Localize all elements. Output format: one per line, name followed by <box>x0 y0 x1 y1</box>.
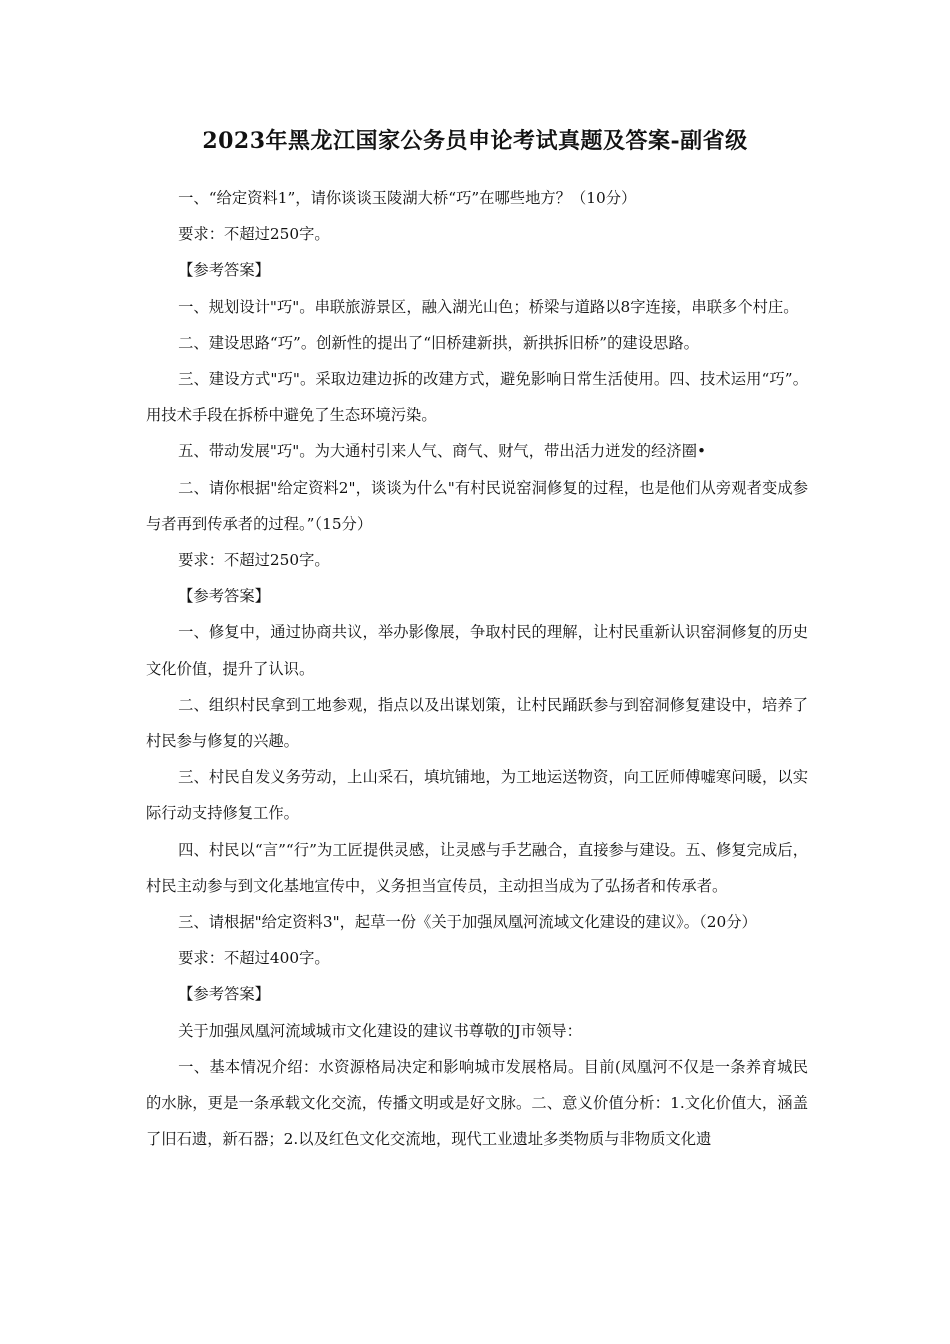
answer-heading-1: 【参考答案】 <box>178 261 270 280</box>
answer-1-point-2: 二、建设思路“巧”。创新性的提出了“旧桥建新拱，新拱拆旧桥”的建设思路。 <box>178 333 699 352</box>
answer-2-point-4: 四、村民以“言”“行”为工匠提供灵感，让灵感与手艺融合，直接参与建设。五、修复完成后，村民主动参与到文化基地宣传中，义务担当宣传员，主动担当成为了弘扬者和传承者。 <box>146 840 808 895</box>
document-body <box>146 180 808 1157</box>
answer-heading-2: 【参考答案】 <box>178 587 270 606</box>
answer-2-point-1: 一、修复中，通过协商共议，举办影像展，争取村民的理解，让村民重新认识窑洞修复的历史文化价值，提升了认识。 <box>146 623 808 678</box>
requirement-2: 要求：不超过250字。 <box>178 551 330 570</box>
question-1: 一、“给定资料1”，请你谈谈玉陵湖大桥“巧”在哪些地方？（10分） <box>178 189 637 207</box>
question-2: 二、请你根据"给定资料2"，谈谈为什么"有村民说窑洞修复的过程，也是他们从旁观者变成参与者再到传承者的过程。”（15分） <box>146 478 808 533</box>
answer-3-greeting: 关于加强凤凰河流域城市文化建设的建议书尊敬的J市领导： <box>178 1021 582 1040</box>
answer-1-point-1: 一、规划设计"巧"。串联旅游景区，融入湖光山色；桥梁与道路以8字连接，串联多个村庄。 <box>178 297 799 316</box>
requirement-1: 要求：不超过250字。 <box>178 225 330 244</box>
answer-2-point-3: 三、村民自发义务劳动，上山采石，填坑铺地，为工地运送物资，向工匠师傅嘘寒问暖，以实际行动支持修复工作。 <box>146 768 808 823</box>
answer-heading-3: 【参考答案】 <box>178 985 270 1004</box>
document-title: 2023年黑龙江国家公务员申论考试真题及答案-副省级 <box>202 128 748 154</box>
answer-2-point-2: 二、组织村民拿到工地参观，指点以及出谋划策，让村民踊跃参与到窑洞修复建设中，培养了村民参与修复的兴趣。 <box>146 695 808 751</box>
answer-3-body: 一、基本情况介绍：水资源格局决定和影响城市发展格局。目前(凤凰河不仅是一条养育城民的水脉，更是一条承载文化交流，传播文明或是好文脉。二、意义价值分析：1.文化价值大，涵盖了旧石遗，新石器；2.以及红色文化交流地，现代工业遗址多类物质与非物质文化遗 <box>146 1057 808 1149</box>
question-3: 三、请根据"给定资料3"，起草一份《关于加强凤凰河流域文化建设的建议》。（20分） <box>178 913 757 932</box>
requirement-3: 要求：不超过400字。 <box>178 949 330 968</box>
answer-1-point-5: 五、带动发展"巧"。为大通村引来人气、商气、财气，带出活力迸发的经济圈• <box>178 442 707 461</box>
answer-1-point-3: 三、建设方式"巧"。采取边建边拆的改建方式，避免影响日常生活使用。四、技术运用“巧”。用技术手段在拆桥中避免了生态环境污染。 <box>146 370 808 425</box>
